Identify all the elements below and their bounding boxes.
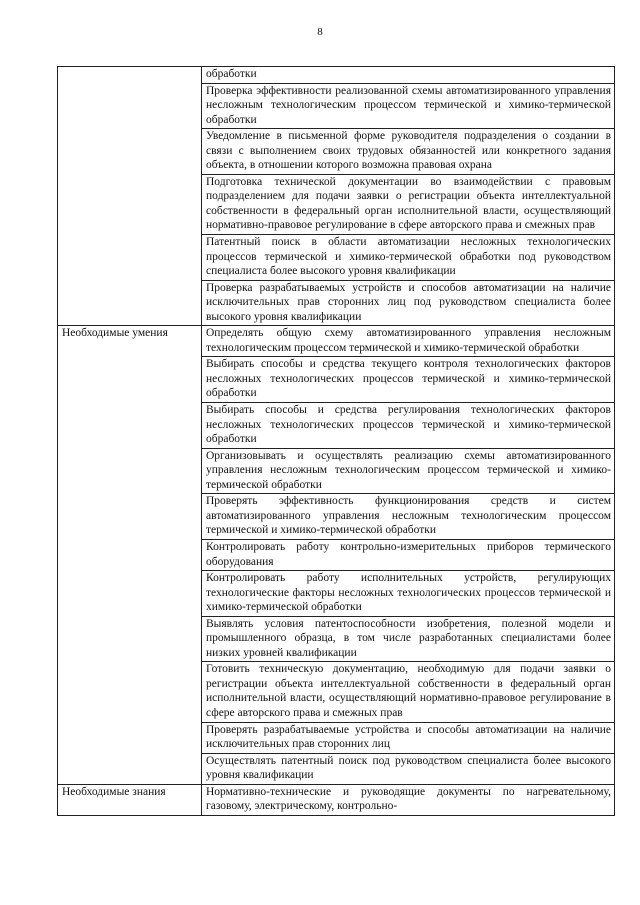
section-item: Готовить техническую документацию, необходимую для подачи заявки о регистрации объекта интеллектуальной собственности в федеральный орган исполнительной власти, осуществляющий нормативно-правовое регулирование в сфере авторского права и смежных прав (202, 662, 615, 722)
section-item: обработки (202, 67, 615, 84)
table-row (58, 326, 615, 357)
section-item: Подготовка технической документации во взаимодействии с правовым подразделением для подачи заявки о регистрации объекта интеллектуальной собственности в федеральный орган исполнительной власти, осуществляющий нормативно-правовое регулирование в сфере авторского права и смежных прав (202, 174, 615, 234)
section-item: Контролировать работу контрольно-измерительных приборов термического оборудования (202, 539, 615, 570)
section-item: Проверять разрабатываемые устройства и способы автоматизации на наличие исключительных прав сторонних лиц (202, 722, 615, 753)
section-item: Проверка разрабатываемых устройств и способов автоматизации на наличие исключительных прав сторонних лиц под руководством специалиста более высокого уровня квалификации (202, 280, 615, 326)
section-item: Проверять эффективность функционирования средств и систем автоматизированного управления несложным технологическим процессом термической и химико-термической обработки (202, 494, 615, 540)
section-item: Контролировать работу исполнительных устройств, регулирующих технологические факторы несложных технологических процессов термической и химико-термической обработки (202, 571, 615, 617)
section-label (58, 67, 202, 326)
table-row (58, 67, 615, 84)
competency-table (57, 66, 615, 816)
section-item: Осуществлять патентный поиск под руководством специалиста более высокого уровня квалификации (202, 753, 615, 784)
section-item: Проверка эффективности реализованной схемы автоматизированного управления несложным технологическим процессом термической и химико-термической обработки (202, 83, 615, 129)
section-item: Выявлять условия патентоспособности изобретения, полезной модели и промышленного образца, в том числе разработанных специалистами более низких уровней квалификации (202, 616, 615, 662)
section-item: Выбирать способы и средства текущего контроля технологических факторов несложных технологических процессов термической и химико-термической обработки (202, 357, 615, 403)
section-item: Выбирать способы и средства регулирования технологических факторов несложных технологических процессов термической и химико-термической обработки (202, 403, 615, 449)
table-row (58, 784, 615, 815)
page-number: 8 (317, 26, 323, 38)
section-item: Организовывать и осуществлять реализацию схемы автоматизированного управления несложным технологическим процессом термической и химико-термической обработки (202, 448, 615, 494)
competency-table-body (58, 67, 615, 816)
section-item: Патентный поиск в области автоматизации несложных технологических процессов термической и химико-термической обработки под руководством специалиста более высокого уровня квалификации (202, 235, 615, 281)
section-label: Необходимые знания (58, 784, 202, 815)
section-item: Уведомление в письменной форме руководителя подразделения о создании в связи с выполнением своих трудовых обязанностей или конкретного задания объекта, в отношении которого возможна правовая охрана (202, 129, 615, 175)
section-item: Определять общую схему автоматизированного управления несложным технологическим процессом термической и химико-термической обработки (202, 326, 615, 357)
section-label: Необходимые умения (58, 326, 202, 784)
section-item: Нормативно-технические и руководящие документы по нагревательному, газовому, электрическому, контрольно- (202, 784, 615, 815)
